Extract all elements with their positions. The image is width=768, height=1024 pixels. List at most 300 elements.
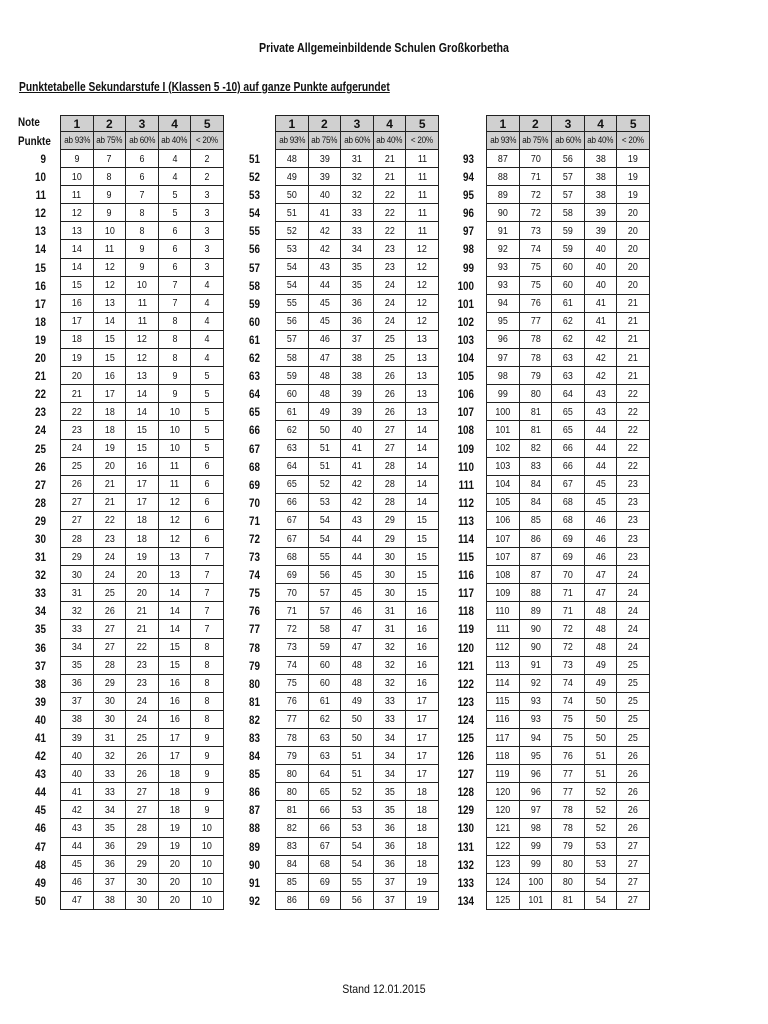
table-cell [93,891,126,909]
cell-value: 30 [104,713,115,726]
table-row [61,656,224,674]
table-cell [158,620,191,638]
cell-value: 35 [104,822,115,835]
cell-value: 109 [495,586,511,599]
cell-value: 25 [628,695,639,708]
table-cell [308,747,341,765]
cell-value: 80 [563,858,573,871]
punkte-value: 100 [457,278,474,293]
table-cell [552,312,585,330]
cell-value: 23 [628,496,639,509]
table-cell [519,801,552,819]
table-cell [373,493,406,511]
table-row [487,783,650,801]
punkte-value: 19 [35,332,46,347]
table-cell [617,204,650,222]
cell-value: 57 [563,188,573,201]
table-cell [191,204,224,222]
cell-value: 107 [495,550,511,563]
cell-value: 54 [319,532,330,545]
table-cell [126,602,159,620]
cell-value: 9 [139,243,145,256]
cell-value: 77 [286,713,297,726]
table-cell [519,330,552,348]
cell-value: 62 [563,333,573,346]
table-cell [93,367,126,385]
table-cell [584,837,617,855]
table-cell [617,312,650,330]
table-cell [617,566,650,584]
table-cell [276,439,309,457]
cell-value: 36 [352,297,362,310]
table-cell [61,349,94,367]
table-cell [406,747,439,765]
cell-value: 38 [595,152,606,165]
cell-value: 39 [319,152,330,165]
table-cell [126,620,159,638]
cell-value: 9 [106,206,112,219]
table-cell [158,602,191,620]
table-row [276,421,439,439]
cell-value: 31 [352,152,362,165]
cell-value: 14 [137,387,147,400]
cell-value: 9 [204,767,210,780]
cell-value: 57 [286,333,297,346]
cell-value: 30 [384,586,395,599]
cell-value: 5 [172,188,178,201]
cell-value: 23 [628,532,639,545]
table-cell [93,801,126,819]
cell-value: 18 [417,822,428,835]
punkte-value: 38 [35,676,46,691]
punkte-column-1 [10,150,46,910]
cell-value: 58 [286,351,297,364]
table-cell [191,529,224,547]
cell-value: 62 [286,423,297,436]
table-cell [308,150,341,168]
punkte-value: 41 [35,731,46,745]
cell-value: 60 [563,261,573,274]
threshold-header-cell [276,132,309,150]
punkte-value: 125 [457,731,474,745]
table-cell [61,855,94,873]
punkte-value: 131 [457,839,474,854]
table-row [61,747,224,765]
cell-value: 64 [319,767,330,780]
table-cell [487,439,520,457]
cell-value: 105 [495,496,511,509]
threshold-header-cell [341,132,374,150]
table-cell [487,692,520,710]
cell-value: 14 [417,442,428,455]
punkte-value: 112 [458,495,474,510]
table-cell [617,150,650,168]
table-row [61,855,224,873]
punkte-value: 90 [249,857,260,872]
cell-value: 54 [352,840,362,853]
cell-value: 57 [563,170,573,183]
table-cell [487,674,520,692]
table-cell [552,891,585,909]
cell-value: 4 [204,297,210,310]
cell-value: 7 [106,152,112,165]
table-cell [126,819,159,837]
punkte-value: 70 [249,495,260,510]
table-cell [276,710,309,728]
cell-value: 27 [104,622,115,635]
table-row [61,493,224,511]
cell-value: 64 [286,460,297,473]
table-cell [341,855,374,873]
table-cell [519,222,552,240]
table-cell [552,294,585,312]
cell-value: 69 [286,568,297,581]
table-cell [158,439,191,457]
cell-value: 46 [352,604,362,617]
cell-value: 14 [417,496,428,509]
punkte-value: 61 [249,332,260,347]
table-row [487,186,650,204]
cell-value: 96 [497,333,508,346]
table-cell [276,873,309,891]
cell-value: 17 [417,713,428,726]
cell-value: 17 [169,731,180,744]
cell-value: 5 [204,442,210,455]
table-row [487,367,650,385]
table-cell [373,837,406,855]
cell-value: 45 [319,315,330,328]
table-cell [552,258,585,276]
cell-value: 11 [417,188,427,201]
punkte-value: 29 [35,513,46,528]
table-cell [406,276,439,294]
cell-value: 120 [495,785,511,798]
cell-value: 14 [71,261,82,274]
table-row [61,222,224,240]
cell-value: 93 [530,713,541,726]
table-cell [552,855,585,873]
cell-value: 20 [137,586,147,599]
table-cell [276,475,309,493]
cell-value: 78 [530,351,541,364]
table-cell [308,891,341,909]
table-cell [276,529,309,547]
cell-value: 28 [384,496,395,509]
table-cell [93,330,126,348]
cell-value: 5 [204,423,210,436]
table-cell [126,566,159,584]
cell-value: 21 [628,315,639,328]
cell-value: 9 [204,731,210,744]
cell-value: 4 [204,333,210,346]
punkte-value: 43 [35,767,46,782]
table-row [276,222,439,240]
cell-value: 38 [352,369,362,382]
cell-value: 38 [595,188,606,201]
cell-value: 14 [417,478,428,491]
table-cell [584,692,617,710]
table-cell [341,367,374,385]
cell-value: 86 [286,894,297,907]
cell-value: 6 [172,261,178,274]
punkte-value: 132 [457,857,474,872]
cell-value: 14 [104,315,115,328]
table-cell [126,150,159,168]
table-cell [61,150,94,168]
cell-value: 40 [595,279,606,292]
table-cell [61,312,94,330]
cell-value: 4 [204,351,210,364]
table-cell [93,403,126,421]
table-cell [584,729,617,747]
cell-value: 65 [563,405,573,418]
cell-value: 40 [319,188,330,201]
cell-value: 32 [352,170,362,183]
cell-value: 75 [530,261,541,274]
punkte-value: 73 [249,550,260,565]
punkte-value: 82 [249,712,260,727]
threshold-header-cell [584,132,617,150]
table-cell [158,168,191,186]
table-cell [552,439,585,457]
table-cell [61,602,94,620]
table-cell [191,548,224,566]
cell-value: 7 [204,604,210,617]
table-cell [519,692,552,710]
cell-value: 69 [563,550,573,563]
table-cell [61,294,94,312]
table-cell [487,403,520,421]
table-cell [158,511,191,529]
table-cell [276,511,309,529]
table-cell [93,421,126,439]
cell-value: 59 [286,369,297,382]
cell-value: 91 [497,224,508,237]
cell-value: 78 [286,731,297,744]
cell-value: 48 [595,641,606,654]
punkte-value: 9 [40,152,46,166]
cell-value: 24 [628,568,639,581]
cell-value: 25 [628,659,639,672]
punkte-value: 127 [457,767,474,782]
table-cell [158,765,191,783]
cell-value: 78 [530,333,541,346]
table-cell [487,240,520,258]
cell-value: 54 [319,514,330,527]
punkte-value: 116 [458,568,474,583]
punkte-value: 85 [249,767,260,782]
table-cell [406,457,439,475]
cell-value: 17 [104,387,115,400]
table-cell [487,511,520,529]
cell-value: 87 [530,568,541,581]
threshold-label: ab 40% [587,135,614,146]
table-cell [373,674,406,692]
table-cell [373,421,406,439]
table-cell [341,638,374,656]
table-cell [617,222,650,240]
cell-value: 43 [71,822,82,835]
cell-value: 15 [71,279,82,292]
table-cell [191,710,224,728]
table-cell [519,674,552,692]
cell-value: 28 [384,478,395,491]
table-cell [617,511,650,529]
cell-value: 9 [172,387,178,400]
table-cell [308,584,341,602]
table-cell [158,421,191,439]
table-cell [487,801,520,819]
cell-value: 59 [563,224,573,237]
cell-value: 72 [563,641,573,654]
table-cell [61,747,94,765]
cell-value: 39 [319,170,330,183]
table-cell [341,602,374,620]
table-cell [191,729,224,747]
cell-value: 82 [530,442,541,455]
table-cell [341,765,374,783]
cell-value: 17 [417,749,428,762]
cell-value: 80 [563,876,573,889]
cell-value: 25 [71,460,82,473]
table-cell [126,674,159,692]
table-cell [93,729,126,747]
table-cell [552,837,585,855]
cell-value: 17 [137,478,147,491]
cell-value: 69 [563,532,573,545]
table-cell [276,692,309,710]
table-cell [552,801,585,819]
cell-value: 26 [628,785,639,798]
cell-value: 76 [563,749,573,762]
cell-value: 4 [204,315,210,328]
punkte-value: 40 [35,712,46,727]
table-cell [519,529,552,547]
cell-value: 10 [202,894,213,907]
cell-value: 22 [384,206,395,219]
cell-value: 90 [530,622,541,635]
cell-value: 36 [384,840,395,853]
table-row [61,729,224,747]
table-cell [191,330,224,348]
cell-value: 41 [352,460,362,473]
table-cell [158,656,191,674]
table-cell [552,349,585,367]
cell-value: 12 [417,279,428,292]
grade-header-cell: 5 [191,116,224,132]
table-cell [519,873,552,891]
cell-value: 6 [204,532,210,545]
cell-value: 96 [530,785,541,798]
table-cell [276,566,309,584]
table-row [61,873,224,891]
cell-value: 8 [172,351,178,364]
cell-value: 114 [495,677,510,690]
cell-value: 95 [530,749,541,762]
table-cell [406,801,439,819]
table-cell [519,168,552,186]
table-cell [341,656,374,674]
table-cell [276,674,309,692]
cell-value: 20 [628,224,639,237]
threshold-header-cell [158,132,191,150]
cell-value: 100 [527,876,543,889]
table-cell [341,783,374,801]
cell-value: 44 [71,840,82,853]
cell-value: 20 [628,279,639,292]
cell-value: 98 [530,822,541,835]
table-cell [61,873,94,891]
cell-value: 9 [172,369,178,382]
punkte-value: 98 [463,242,474,257]
threshold-label: < 20% [196,135,219,146]
cell-value: 101 [527,894,543,907]
cell-value: 99 [497,387,508,400]
table-cell [584,240,617,258]
cell-value: 71 [530,170,541,183]
cell-value: 33 [384,695,395,708]
table-cell [308,674,341,692]
cell-value: 43 [319,261,330,274]
table-cell [93,747,126,765]
cell-value: 28 [137,822,147,835]
cell-value: 77 [563,785,573,798]
punkte-value: 87 [249,803,260,818]
cell-value: 44 [595,442,606,455]
cell-value: 66 [319,822,330,835]
table-cell [276,584,309,602]
cell-value: 16 [417,622,428,635]
cell-value: 33 [384,713,395,726]
table-cell [61,638,94,656]
cell-value: 51 [352,767,362,780]
cell-value: 47 [595,568,606,581]
cell-value: 34 [384,767,395,780]
cell-value: 33 [71,622,82,635]
cell-value: 11 [137,297,147,310]
cell-value: 24 [384,279,395,292]
table-row [487,765,650,783]
table-row [61,620,224,638]
cell-value: 7 [204,586,210,599]
table-cell [276,150,309,168]
cell-value: 8 [172,333,178,346]
punkte-value: 32 [35,568,46,583]
cell-value: 12 [104,279,115,292]
table-cell [617,186,650,204]
cell-value: 75 [530,279,541,292]
punkte-value: 102 [457,314,474,329]
table-cell [61,529,94,547]
table-cell [276,765,309,783]
table-cell [191,602,224,620]
grade-header-cell: 4 [373,116,406,132]
cell-value: 49 [352,695,362,708]
grade-header-cell: 2 [308,116,341,132]
cell-value: 6 [204,460,210,473]
table-cell [341,294,374,312]
cell-value: 6 [204,478,210,491]
table-row [487,222,650,240]
table-cell [191,638,224,656]
table-cell [406,439,439,457]
cell-value: 12 [71,206,82,219]
cell-value: 48 [352,677,362,690]
punkte-value: 22 [35,387,46,402]
cell-value: 85 [286,876,297,889]
table-cell [126,837,159,855]
cell-value: 16 [417,641,428,654]
